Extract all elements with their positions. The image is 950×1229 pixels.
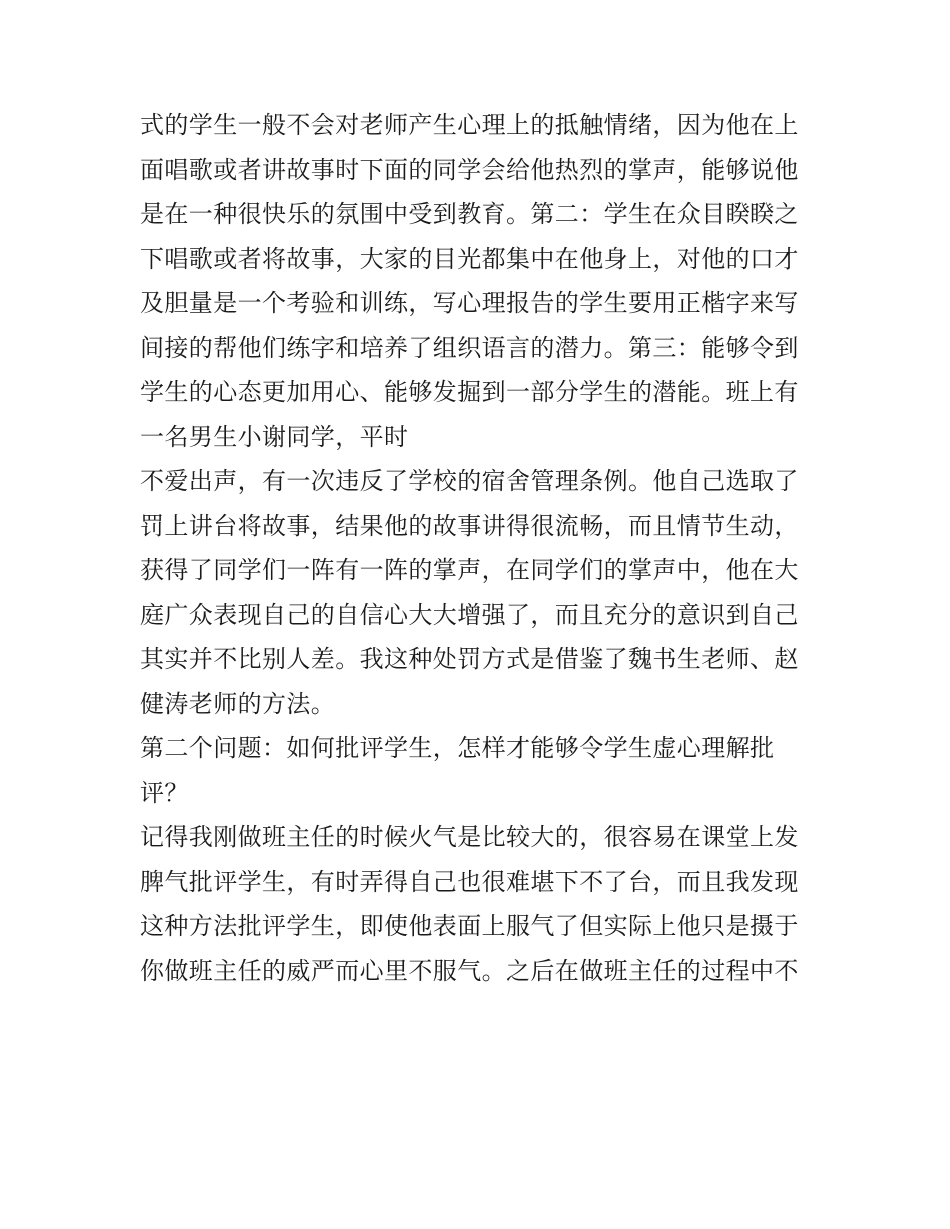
text-line: 罚上讲台将故事，结果他的故事讲得很流畅，而且情节生动，	[140, 511, 799, 540]
text-line: 一名男生小谢同学，平时	[140, 422, 409, 451]
text-line: 是在一种很快乐的氛围中受到教育。第二：学生在众目睽睽之	[140, 200, 799, 228]
text-line: 式的学生一般不会对老师产生心理上的抵触情绪，因为他在上	[140, 111, 799, 139]
text-line: 其实并不比别人差。我这种处罚方式是借鉴了魏书生老师、赵	[140, 645, 799, 673]
text-line: 下唱歌或者将故事，大家的目光都集中在他身上，对他的口才	[140, 244, 799, 273]
body-text	[140, 103, 820, 993]
text-line: 记得我刚做班主任的时候火气是比较大的，很容易在课堂上发	[140, 823, 799, 851]
text-line: 你做班主任的威严而心里不服气。之后在做班主任的过程中不	[140, 956, 799, 985]
text-line: 庭广众表现自己的自信心大大增强了，而且充分的意识到自己	[140, 600, 799, 629]
text-line: 及胆量是一个考验和训练，写心理报告的学生要用正楷字来写	[140, 289, 799, 317]
text-line: 健涛老师的方法。	[140, 689, 336, 718]
text-line: 学生的心态更加用心、能够发掘到一部分学生的潜能。班上有	[140, 378, 799, 406]
section-heading-continued: 评？	[140, 778, 189, 807]
text-line: 脾气批评学生，有时弄得自己也很难堪下不了台，而且我发现	[140, 867, 799, 896]
text-line: 面唱歌或者讲故事时下面的同学会给他热烈的掌声，能够说他	[140, 155, 799, 184]
text-line: 间接的帮他们练字和培养了组织语言的潜力。第三：能够令到	[140, 333, 799, 362]
text-line: 不爱出声，有一次违反了学校的宿舍管理条例。他自己选取了	[140, 467, 799, 495]
text-line: 获得了同学们一阵有一阵的掌声，在同学们的掌声中，他在大	[140, 556, 799, 584]
text-line: 这种方法批评学生，即使他表面上服气了但实际上他只是摄于	[140, 912, 799, 940]
section-heading: 第二个问题：如何批评学生，怎样才能够令学生虚心理解批	[140, 734, 775, 762]
